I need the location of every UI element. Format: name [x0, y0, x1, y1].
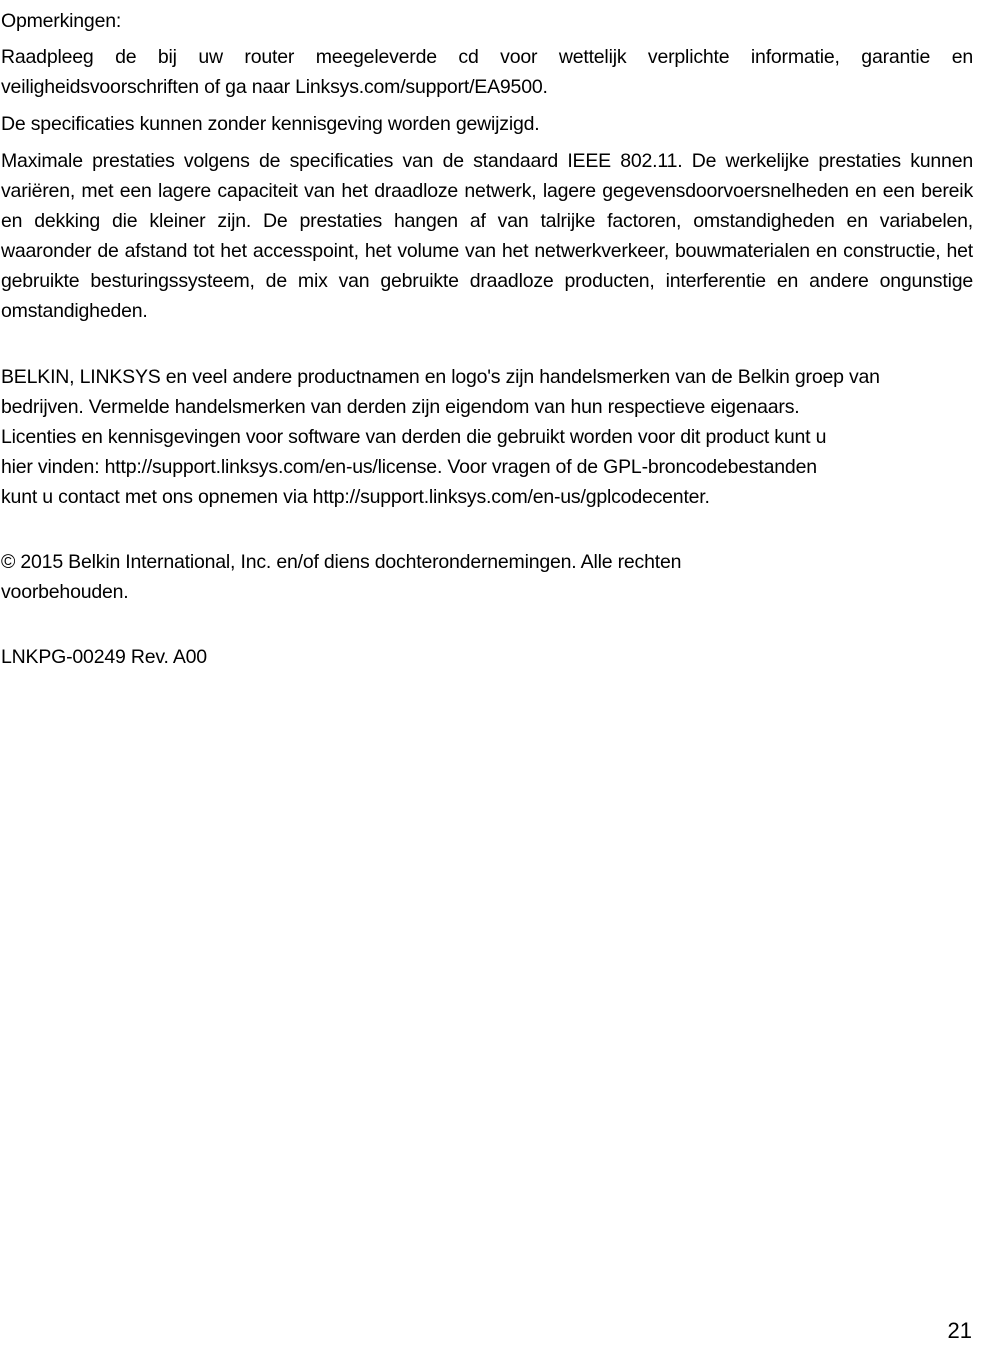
- copyright-section: [1, 547, 973, 607]
- trademark-line-4: hier vinden: http://support.linksys.com/en-us/license. Voor vragen of de GPL-broncodebestanden: [1, 456, 817, 478]
- document-body: [1, 6, 973, 672]
- document-code: LNKPG-00249 Rev. A00: [1, 646, 207, 668]
- regulatory-info-paragraph: Raadpleeg de bij uw router meegeleverde cd voor wettelijk verplichte informatie, garantie en veiligheidsvoorschriften of ga naar Linksys.com/support/EA9500.: [1, 46, 973, 98]
- trademark-line-3: Licenties en kennisgevingen voor software van derden die gebruikt worden voor dit product kunt u: [1, 426, 827, 448]
- copyright-line-1: © 2015 Belkin International, Inc. en/of diens dochterondernemingen. Alle rechten: [1, 551, 682, 573]
- page-number: 21: [947, 1318, 972, 1343]
- specifications-change-paragraph: De specificaties kunnen zonder kennisgeving worden gewijzigd.: [1, 113, 540, 135]
- notes-heading: Opmerkingen:: [1, 10, 122, 32]
- trademark-line-1: BELKIN, LINKSYS en veel andere productnamen en logo's zijn handelsmerken van de Belkin groep van: [1, 366, 880, 388]
- trademark-line-5: kunt u contact met ons opnemen via http://support.linksys.com/en-us/gplcodecenter.: [1, 486, 710, 508]
- performance-disclaimer-paragraph: Maximale prestaties volgens de specificaties van de standaard IEEE 802.11. De werkelijke prestaties kunnen variëren, met een lagere capaciteit van het draadloze netwerk, lagere gegevensdoorvoersnelheden en een bereik en dekking die kleiner zijn. De prestaties hangen af van talrijke factoren, omstandigheden en variabelen, waaronder de afstand tot het accesspoint, het volume van het netwerkverkeer, bouwmaterialen en constructie, het gebruikte besturingssysteem, de mix van gebruikte draadloze producten, interferentie en andere ongunstige omstandigheden.: [1, 150, 973, 322]
- trademark-line-2: bedrijven. Vermelde handelsmerken van derden zijn eigendom van hun respectieve eigenaars.: [1, 396, 800, 418]
- trademark-section: [1, 362, 973, 512]
- copyright-line-2: voorbehouden.: [1, 581, 129, 603]
